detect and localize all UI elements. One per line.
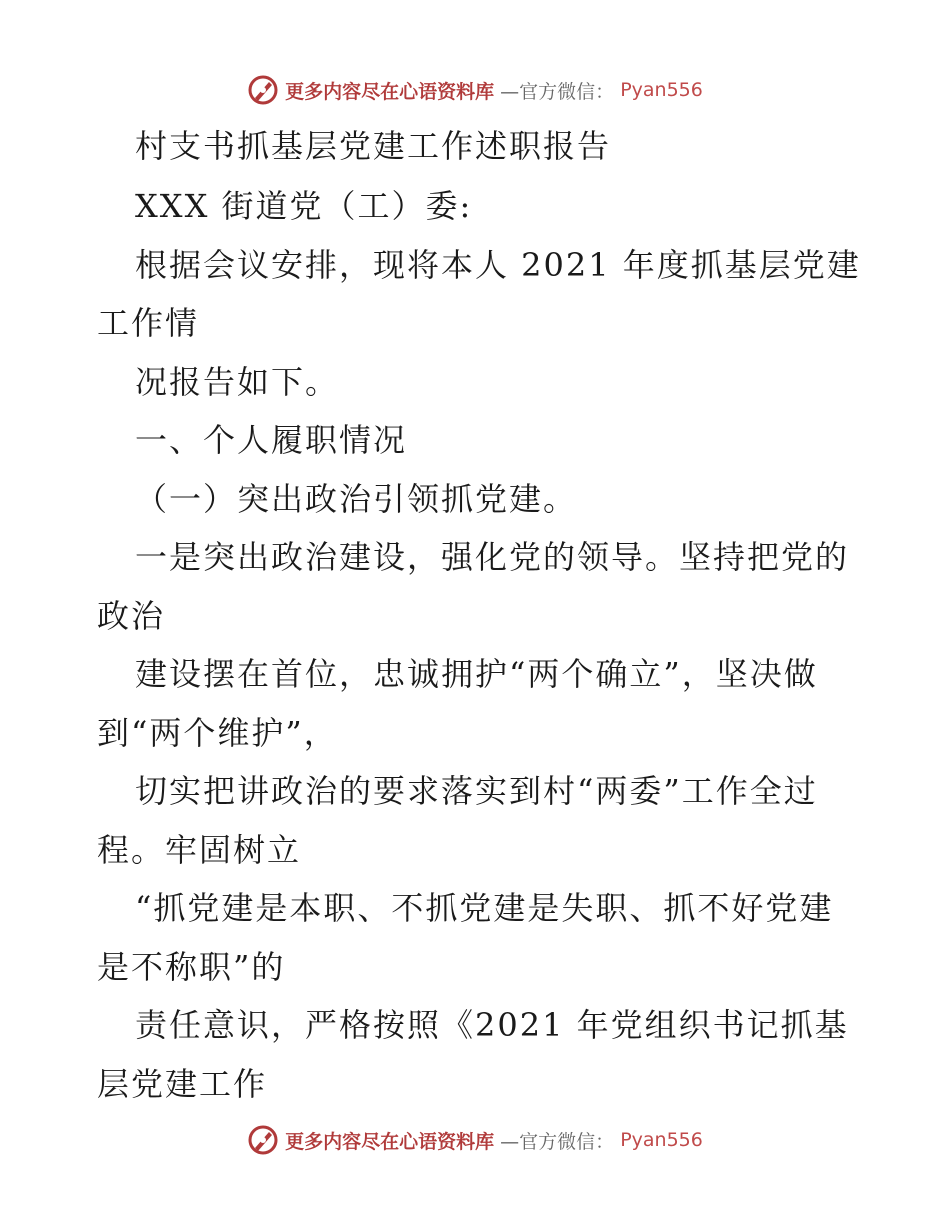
subsection-heading: （一）突出政治引领抓党建。 [135, 480, 578, 518]
watermark-wechat-id: Pyan556 [620, 1129, 703, 1151]
paragraph-line: 到“两个维护”， [97, 714, 338, 752]
paragraph-line: 责任意识，严格按照《2021 年党组织书记抓基 [135, 1006, 849, 1044]
watermark-wechat-id: Pyan556 [620, 79, 703, 101]
footer-watermark [0, 1120, 950, 1160]
paragraph-line: 层党建工作 [97, 1065, 268, 1103]
watermark-separator: —官方微信： [500, 1130, 615, 1153]
paragraph-line: 切实把讲政治的要求落实到村“两委”工作全过 [135, 772, 818, 810]
paragraph-line: 政治 [97, 597, 166, 635]
paragraph-line: 建设摆在首位，忠诚拥护“两个确立”，坚决做 [135, 655, 818, 693]
salutation: XXX 街道党（工）委: [135, 187, 473, 225]
quill-seal-icon [247, 1124, 279, 1156]
paragraph-line: 工作情 [97, 304, 200, 342]
paragraph-line: 一是突出政治建设，强化党的领导。坚持把党的 [135, 538, 850, 576]
paragraph-line: 程。牢固树立 [97, 831, 302, 869]
section-heading: 一、个人履职情况 [135, 421, 408, 459]
paragraph-line: 是不称职”的 [97, 948, 286, 986]
watermark-separator: —官方微信： [500, 80, 615, 103]
watermark-text: 更多内容尽在心语资料库 [285, 80, 495, 103]
paragraph-line: “抓党建是本职、不抓党建是失职、抓不好党建 [135, 889, 834, 927]
paragraph-line: 况报告如下。 [135, 363, 340, 401]
watermark-text: 更多内容尽在心语资料库 [285, 1130, 495, 1153]
paragraph-line: 根据会议安排，现将本人 2021 年度抓基层党建 [135, 246, 861, 284]
document-title: 村支书抓基层党建工作述职报告 [135, 127, 612, 165]
